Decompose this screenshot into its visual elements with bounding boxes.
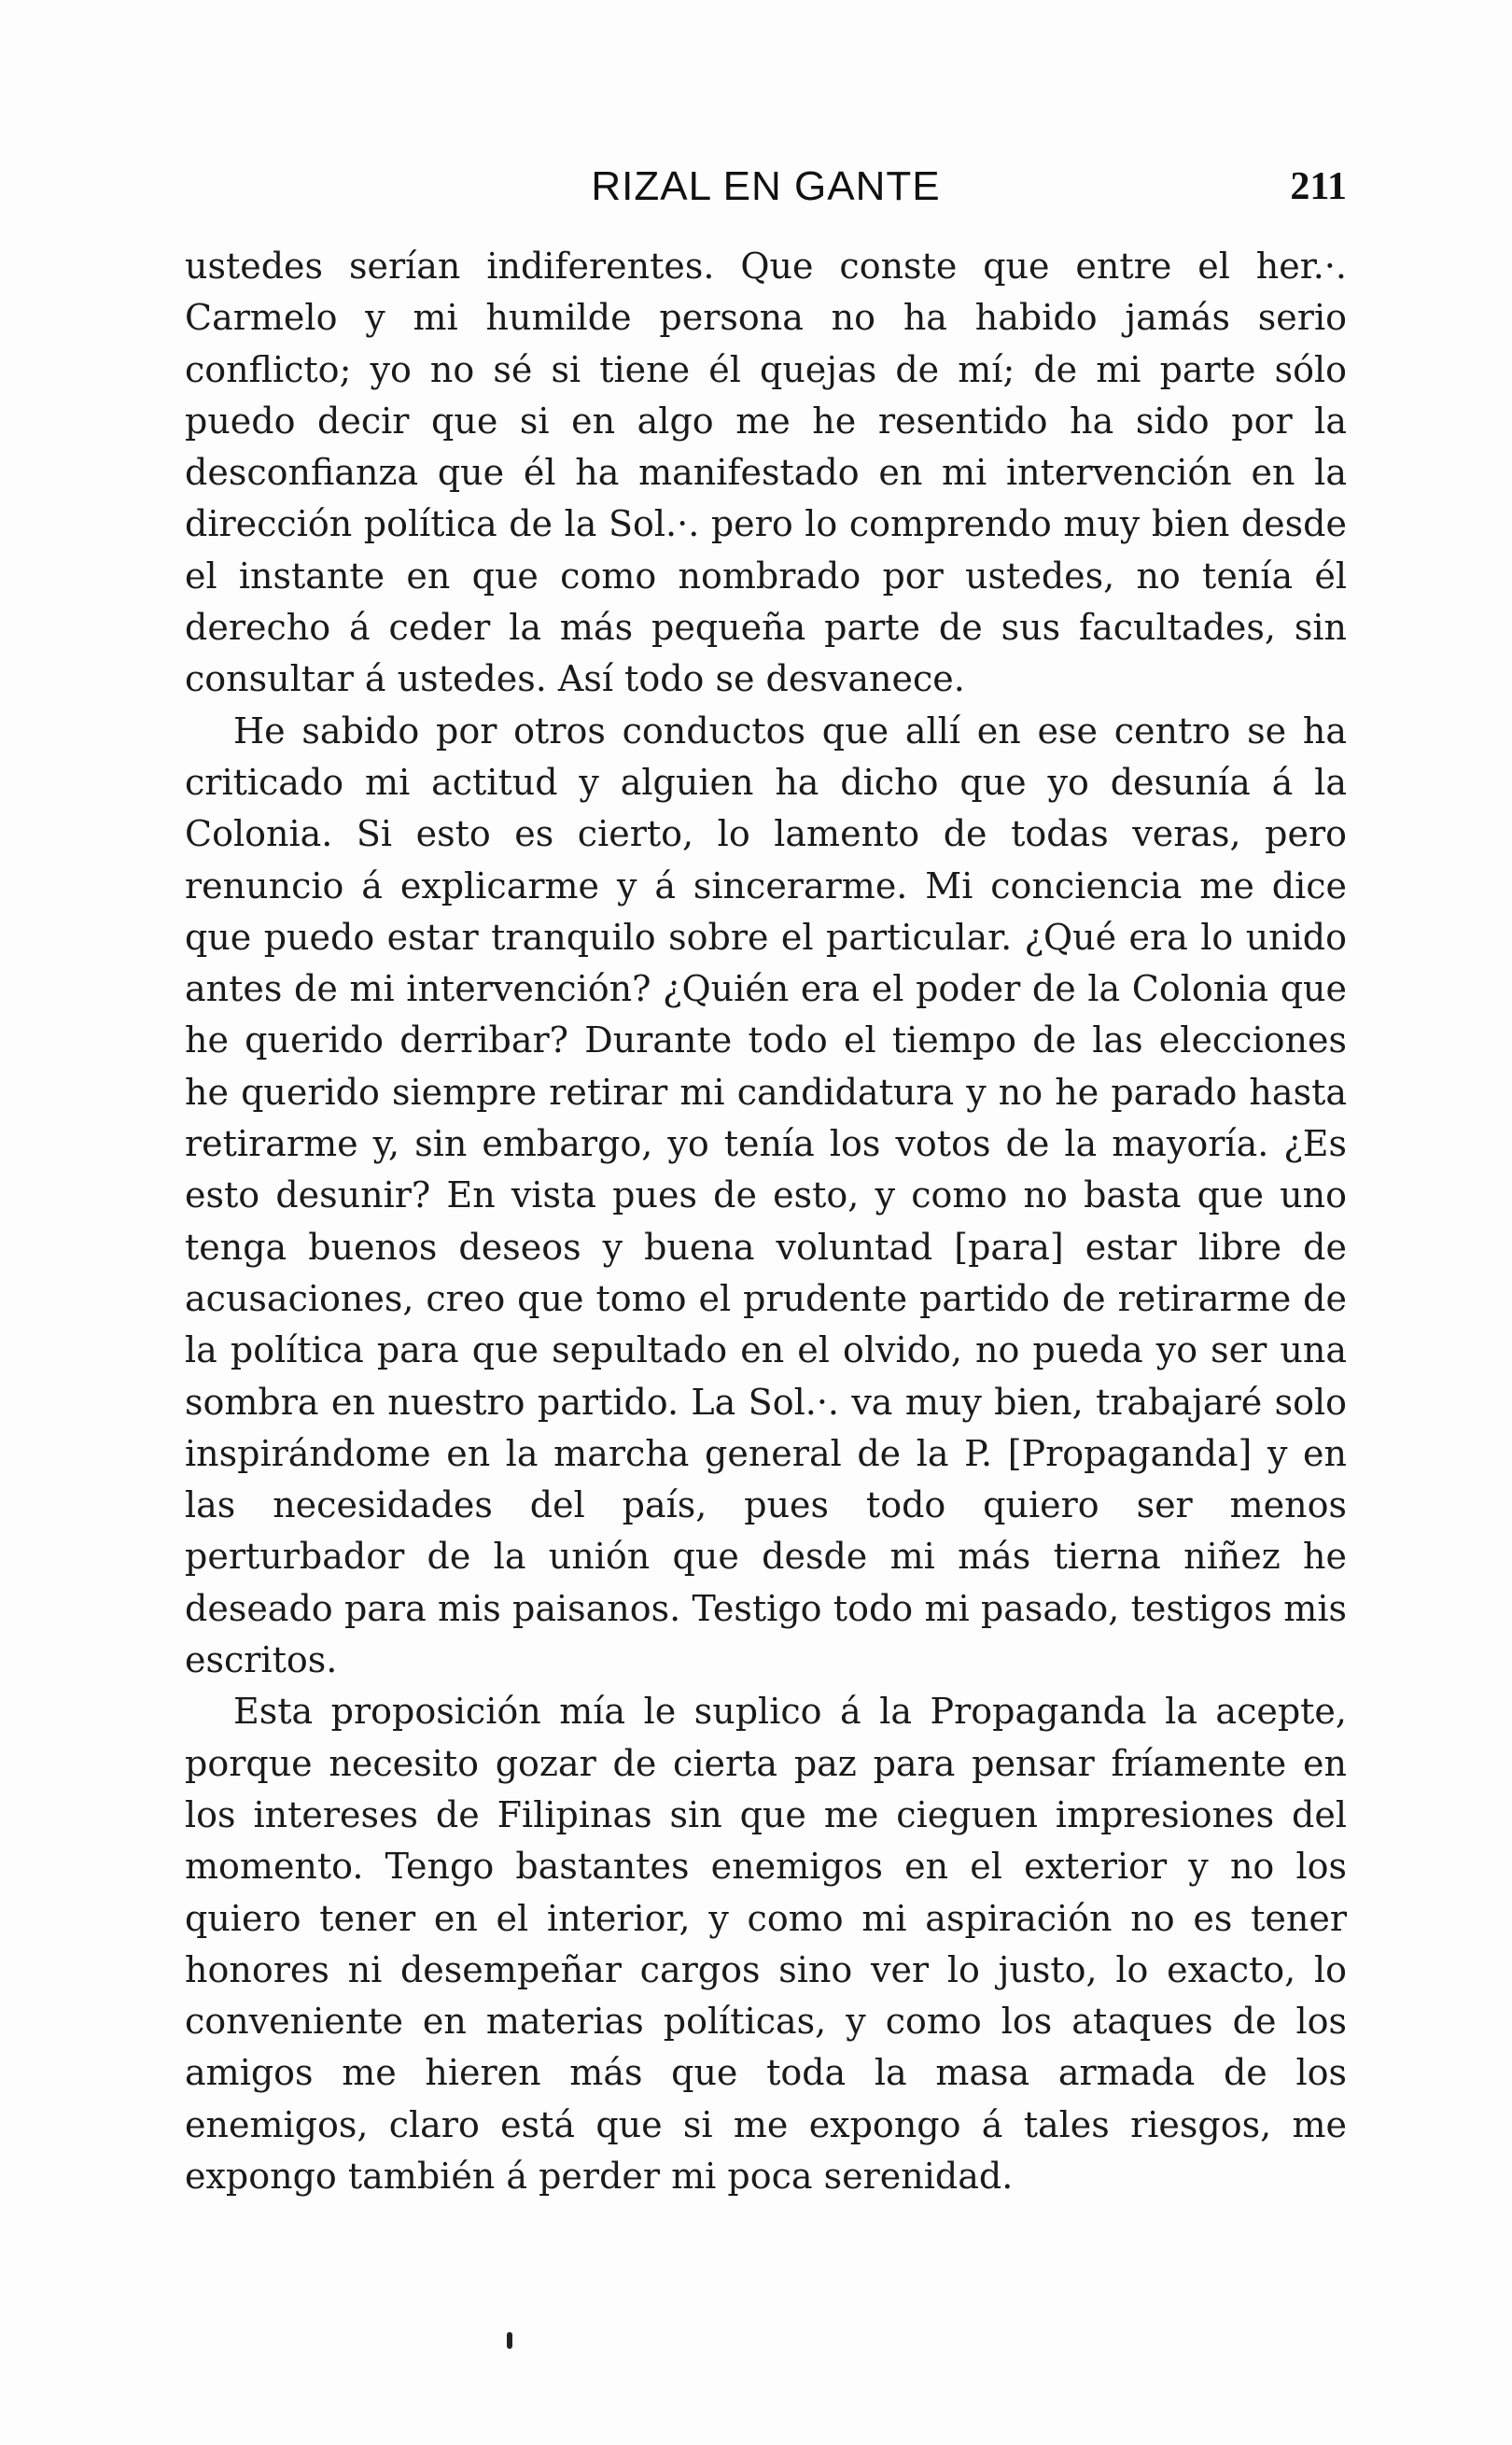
body-text <box>185 241 1347 2202</box>
running-head <box>185 159 1347 215</box>
paragraph: He sabido por otros conductos que allí en ese centro se ha criticado mi actitud y alguien ha dicho que yo desunía á la Colonia. Si esto es cierto, lo lamento de todas veras, pero renuncio á explicarme y á sincerarme. Mi conciencia me dice que puedo estar tranquilo sobre el particular. ¿Qué era lo unido antes de mi intervención? ¿Quién era el poder de la Colonia que he querido derribar? Durante todo el tiempo de las elecciones he querido siempre retirar mi candidatura y no he parado hasta retirarme y, sin embargo, yo tenía los votos de la mayoría. ¿Es esto desunir? En vista pues de esto, y como no basta que uno tenga buenos deseos y buena voluntad [para] estar libre de acusaciones, creo que tomo el prudente partido de retirarme de la política para que sepultado en el olvido, no pueda yo ser una sombra en nuestro partido. La Sol.·. va muy bien, trabajaré solo inspirándome en la marcha general de la P. [Propaganda] y en las necesidades del país, pues todo quiero ser menos perturbador de la unión que desde mi más tierna niñez he deseado para mis paisanos. Testigo todo mi pasado, testigos mis escritos. <box>185 710 1347 1681</box>
ink-mark <box>507 2332 512 2349</box>
running-title: RIZAL EN GANTE <box>591 163 941 209</box>
paragraph: Esta proposición mía le suplico á la Propaganda la acepte, porque necesito gozar de cierta paz para pensar fríamente en los intereses de Filipinas sin que me cieguen impresiones del momento. Tengo bastantes enemigos en el exterior y no los quiero tener en el interior, y como mi aspiración no es tener honores ni desempeñar cargos sino ver lo justo, lo exacto, lo conveniente en materias políticas, y como los ataques de los amigos me hieren más que toda la masa armada de los enemigos, claro está que si me expongo á tales riesgos, me expongo también á perder mi poca serenidad. <box>185 1691 1347 2197</box>
page-number: 211 <box>1290 165 1347 208</box>
paragraph-continued: ustedes serían indiferentes. Que conste que entre el her.·. Carmelo y mi humilde persona no ha habido jamás serio conflicto; yo no sé si tiene él quejas de mí; de mi parte sólo puedo decir que si en algo me he resentido ha sido por la desconfianza que él ha manifestado en mi intervención en la dirección política de la Sol.·. pero lo comprendo muy bien desde el instante en que como nombrado por ustedes, no tenía él derecho á ceder la más pequeña parte de sus facultades, sin consultar á ustedes. Así todo se desvanece. <box>185 246 1347 700</box>
